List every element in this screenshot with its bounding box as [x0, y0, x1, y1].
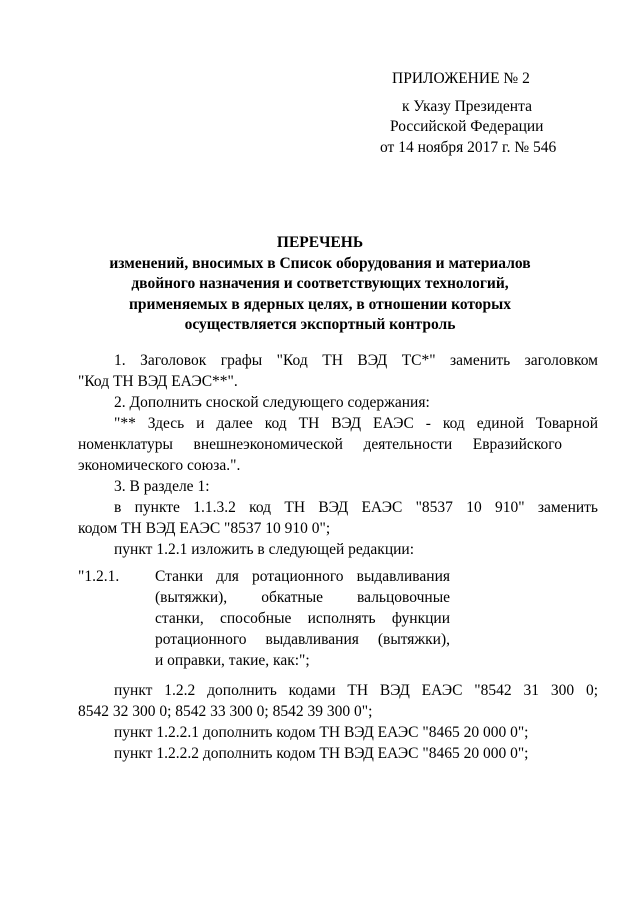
item-line: (вытяжки), обкатные вальцовочные [155, 589, 450, 606]
paragraph-6: пункт 1.2.1 изложить в следующей редакции: [114, 541, 415, 558]
item-line: станки, способные исполнять функции [155, 610, 450, 627]
paragraph-4: 3. В разделе 1: [114, 478, 210, 495]
title-line: применяемых в ядерных целях, в отношении которых [128, 295, 512, 313]
paragraph-8: пункт 1.2.2.1 дополнить кодом ТН ВЭД ЕАЭС "8465 20 000 0"; [114, 724, 529, 741]
title-line: осуществляется экспортный контроль [184, 316, 456, 333]
federation-line: Российской Федерации [390, 118, 544, 135]
paragraph-7-line-2: 8542 32 300 0; 8542 33 300 0; 8542 39 300 0"; [78, 703, 373, 720]
paragraph-1-line-2: "Код ТН ВЭД ЕАЭС**". [78, 373, 238, 390]
paragraph-2: 2. Дополнить сноской следующего содержания: [114, 394, 430, 411]
paragraph-3-line-2: номенклатуры внешнеэкономической деятельности Евразийского [78, 436, 562, 453]
title-line: двойного назначения и соответствующих технологий, [131, 275, 509, 292]
date-line: от 14 ноября 2017 г. № 546 [380, 139, 557, 156]
item-description [155, 566, 450, 671]
title-line: изменений, вносимых в Список оборудования и материалов [109, 254, 531, 272]
paragraph-5-line-2: кодом ТН ВЭД ЕАЭС "8537 10 910 0"; [78, 520, 331, 537]
paragraph-9: пункт 1.2.2.2 дополнить кодом ТН ВЭД ЕАЭС "8465 20 000 0"; [114, 745, 529, 762]
decree-line: к Указу Президента [402, 98, 532, 115]
title-heading: ПЕРЕЧЕНЬ [276, 234, 364, 251]
item-number: "1.2.1. [78, 568, 120, 585]
item-line: ротационного выдавливания (вытяжки), [155, 631, 450, 648]
item-line: и оправки, такие, как:"; [155, 652, 310, 669]
paragraph-5-line-1: в пункте 1.1.3.2 код ТН ВЭД ЕАЭС "8537 10 910" заменить [114, 499, 598, 516]
document-title [60, 233, 580, 336]
paragraph-3-line-1: "** Здесь и далее код ТН ВЭД ЕАЭС - код единой Товарной [114, 415, 598, 432]
paragraph-3-line-3: экономического союза.". [78, 457, 241, 474]
appendix-label: ПРИЛОЖЕНИЕ № 2 [392, 70, 530, 87]
paragraph-1-line-1: 1. Заголовок графы "Код ТН ВЭД ТС*" заменить заголовком [114, 352, 598, 369]
paragraph-7-line-1: пункт 1.2.2 дополнить кодами ТН ВЭД ЕАЭС "8542 31 300 0; [114, 682, 598, 699]
item-line: Станки для ротационного выдавливания [155, 568, 450, 585]
